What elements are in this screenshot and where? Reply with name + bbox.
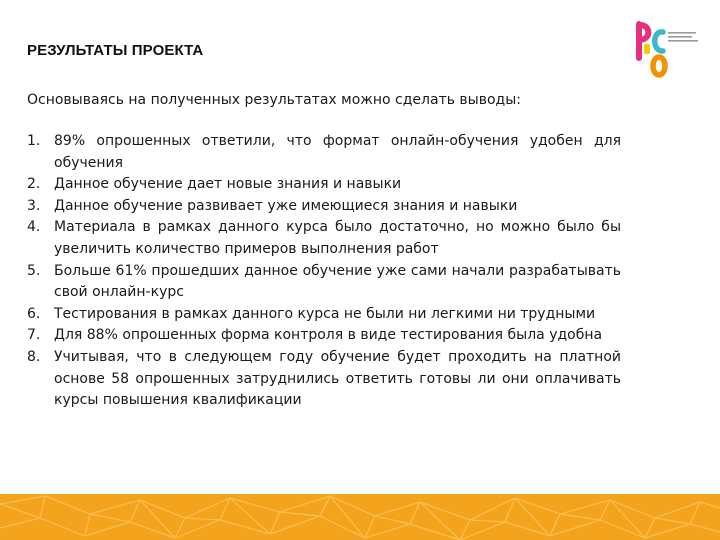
list-item	[27, 261, 621, 304]
list-item-text: Учитывая, что в следующем году обучение будет проходить на платной основе 58 опрошенных затруднились ответить готовы ли они оплачивать курсы повышения квалификации	[54, 348, 621, 409]
list-item-number: 3.	[27, 197, 41, 214]
list-item	[27, 347, 621, 412]
slide-title: РЕЗУЛЬТАТЫ ПРОЕКТА	[27, 42, 204, 59]
intro-text: Основываясь на полученных результатах можно сделать выводы:	[27, 92, 521, 108]
list-item	[27, 304, 621, 326]
results-list	[27, 131, 621, 412]
list-item-number: 1.	[27, 133, 41, 149]
list-item-number: 8.	[27, 348, 41, 365]
list-item-text: Материала в рамках данного курса было достаточно, но можно было бы увеличить количество примеров выполнения работ	[54, 219, 621, 257]
list-item	[27, 325, 621, 347]
list-item-number: 4.	[27, 219, 41, 236]
list-item-number: 5.	[27, 262, 41, 279]
list-item-text: Данное обучение дает новые знания и навыки	[54, 176, 402, 193]
list-item-text: Тестирования в рамках данного курса не были ни легкими ни трудными	[54, 305, 596, 322]
list-item-text: Для 88% опрошенных форма контроля в виде тестирования была удобна	[54, 327, 603, 344]
list-item	[27, 196, 621, 218]
list-item	[27, 174, 621, 196]
list-item-text: Данное обучение развивает уже имеющиеся знания и навыки	[54, 197, 518, 214]
list-item-text: 89% опрошенных ответили, что формат онлайн-обучения удобен для обучения	[54, 133, 621, 171]
orange-polygon-pattern	[0, 494, 720, 540]
list-item-text: Больше 61% прошедших данное обучение уже сами начали разрабатывать свой онлайн-курс	[54, 262, 621, 301]
list-item-number: 6.	[27, 305, 41, 322]
rso-logo-icon	[630, 18, 700, 80]
list-item-number: 2.	[27, 176, 41, 193]
list-item	[27, 131, 621, 174]
list-item	[27, 217, 621, 260]
list-item-number: 7.	[27, 327, 41, 344]
